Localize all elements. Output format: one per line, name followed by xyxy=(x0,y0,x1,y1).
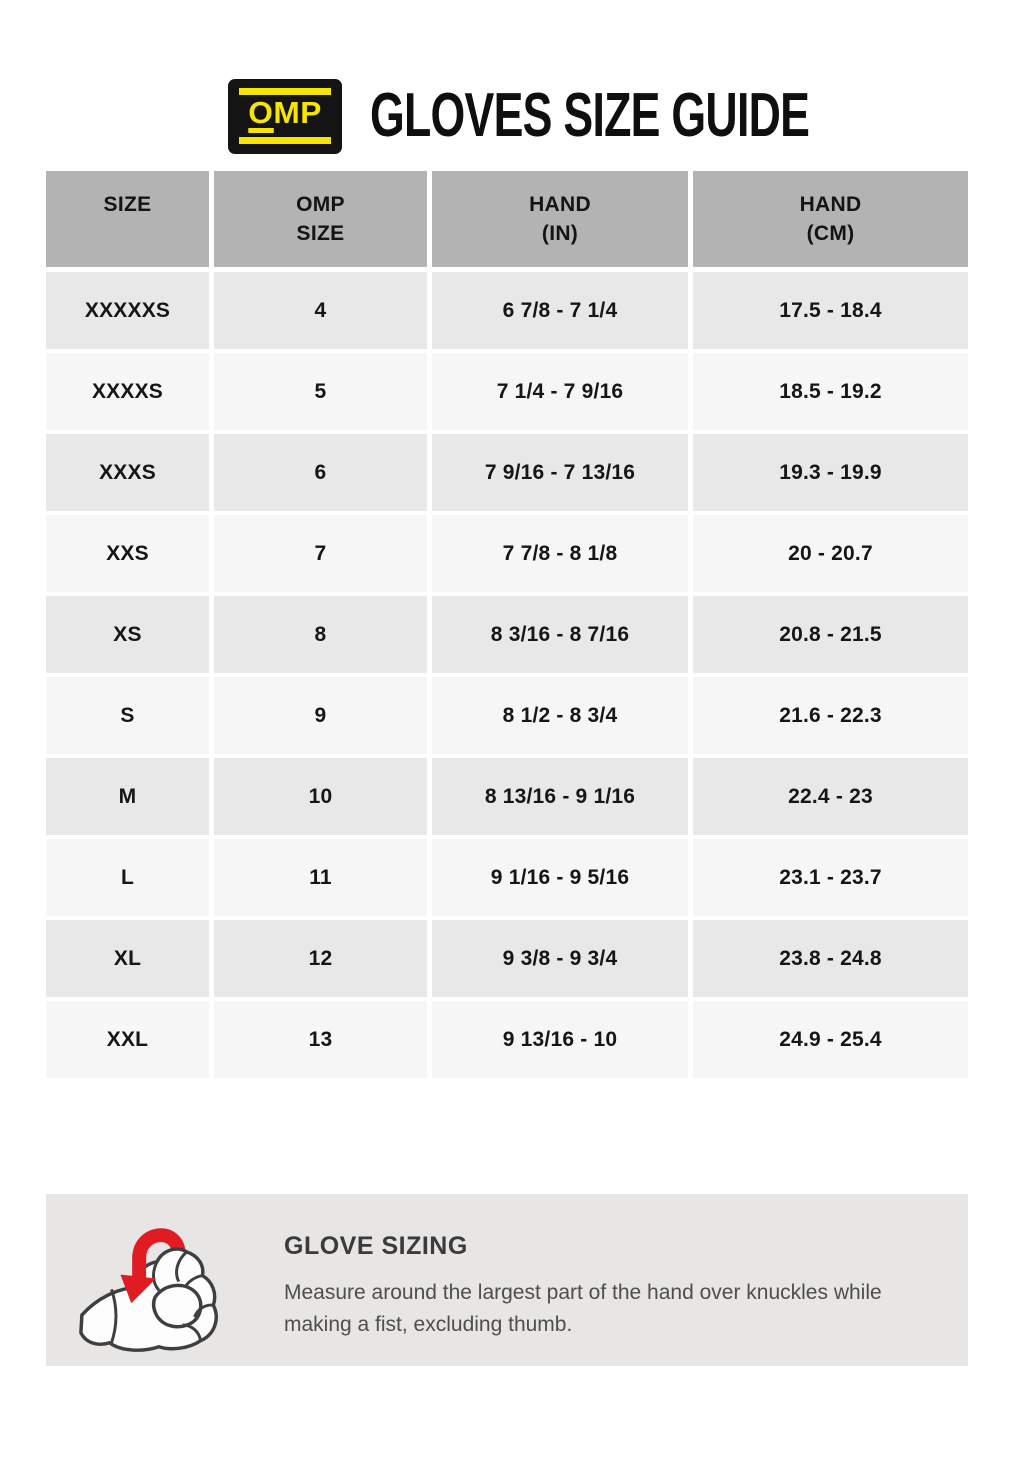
column-header-line: HAND xyxy=(529,192,591,216)
column-header-line: OMP xyxy=(296,192,345,216)
table-row xyxy=(46,1001,968,1078)
table-body xyxy=(46,272,968,1078)
size-cell: S xyxy=(46,677,209,754)
table-row xyxy=(46,677,968,754)
size-cell: XXXXS xyxy=(46,353,209,430)
size-cell: XXL xyxy=(46,1001,209,1078)
size-cell: M xyxy=(46,758,209,835)
table-row xyxy=(46,353,968,430)
hand-in-cell: 9 1/16 - 9 5/16 xyxy=(432,839,688,916)
glove-sizing-text xyxy=(284,1232,942,1340)
size-cell: XL xyxy=(46,920,209,997)
omp-size-cell: 13 xyxy=(214,1001,427,1078)
logo-text xyxy=(248,95,322,133)
hand-cm-cell: 24.9 - 25.4 xyxy=(693,1001,968,1078)
column-header-hand-cm xyxy=(693,171,968,267)
hand-cm-cell: 17.5 - 18.4 xyxy=(693,272,968,349)
hand-in-cell: 7 9/16 - 7 13/16 xyxy=(432,434,688,511)
hand-cm-cell: 23.1 - 23.7 xyxy=(693,839,968,916)
size-cell: XXXS xyxy=(46,434,209,511)
column-header-line: SIZE xyxy=(103,192,152,216)
hand-in-cell: 8 3/16 - 8 7/16 xyxy=(432,596,688,673)
column-header-line: SIZE xyxy=(296,221,345,245)
hand-in-cell: 8 13/16 - 9 1/16 xyxy=(432,758,688,835)
column-header-size xyxy=(46,171,209,267)
table-row xyxy=(46,839,968,916)
omp-size-cell: 6 xyxy=(214,434,427,511)
omp-size-cell: 8 xyxy=(214,596,427,673)
glove-sizing-title: GLOVE SIZING xyxy=(284,1232,468,1260)
size-cell: L xyxy=(46,839,209,916)
column-header-omp-size xyxy=(214,171,427,267)
hand-cm-cell: 23.8 - 24.8 xyxy=(693,920,968,997)
omp-size-cell: 4 xyxy=(214,272,427,349)
glove-sizing-body: Measure around the largest part of the hand over knuckles while making a fist, excluding thumb. xyxy=(284,1281,882,1336)
hand-cm-cell: 18.5 - 19.2 xyxy=(693,353,968,430)
logo-letters-mp: MP xyxy=(273,95,322,131)
hand-in-cell: 9 3/8 - 9 3/4 xyxy=(432,920,688,997)
omp-size-cell: 11 xyxy=(214,839,427,916)
column-header-line: (CM) xyxy=(806,221,855,245)
hand-in-cell: 9 13/16 - 10 xyxy=(432,1001,688,1078)
brand-header xyxy=(228,76,980,156)
omp-size-cell: 12 xyxy=(214,920,427,997)
column-header-hand-in xyxy=(432,171,688,267)
hand-cm-cell: 20.8 - 21.5 xyxy=(693,596,968,673)
hand-cm-cell: 21.6 - 22.3 xyxy=(693,677,968,754)
table-row xyxy=(46,515,968,592)
fist-measure-icon xyxy=(72,1198,240,1362)
table-row xyxy=(46,434,968,511)
hand-cm-cell: 22.4 - 23 xyxy=(693,758,968,835)
hand-in-cell: 7 1/4 - 7 9/16 xyxy=(432,353,688,430)
omp-size-cell: 10 xyxy=(214,758,427,835)
hand-cm-cell: 19.3 - 19.9 xyxy=(693,434,968,511)
size-cell: XXXXXS xyxy=(46,272,209,349)
omp-size-cell: 5 xyxy=(214,353,427,430)
table-row xyxy=(46,272,968,349)
hand-in-cell: 8 1/2 - 8 3/4 xyxy=(432,677,688,754)
gloves-size-table xyxy=(46,171,968,1082)
page-title: GLOVES SIZE GUIDE xyxy=(370,81,810,150)
hand-cm-cell: 20 - 20.7 xyxy=(693,515,968,592)
hand-in-cell: 6 7/8 - 7 1/4 xyxy=(432,272,688,349)
size-cell: XXS xyxy=(46,515,209,592)
table-row xyxy=(46,920,968,997)
column-header-line: (IN) xyxy=(541,221,579,245)
hand-in-cell: 7 7/8 - 8 1/8 xyxy=(432,515,688,592)
table-row xyxy=(46,758,968,835)
logo-letter-o: O xyxy=(248,99,273,133)
omp-size-cell: 7 xyxy=(214,515,427,592)
omp-logo xyxy=(228,79,342,154)
table-row xyxy=(46,596,968,673)
table-header-row xyxy=(46,171,968,267)
column-header-line: HAND xyxy=(799,192,862,216)
logo-bottom-bar xyxy=(239,137,331,144)
omp-size-cell: 9 xyxy=(214,677,427,754)
size-cell: XS xyxy=(46,596,209,673)
logo-top-bar xyxy=(239,88,331,95)
glove-sizing-panel xyxy=(46,1194,968,1366)
